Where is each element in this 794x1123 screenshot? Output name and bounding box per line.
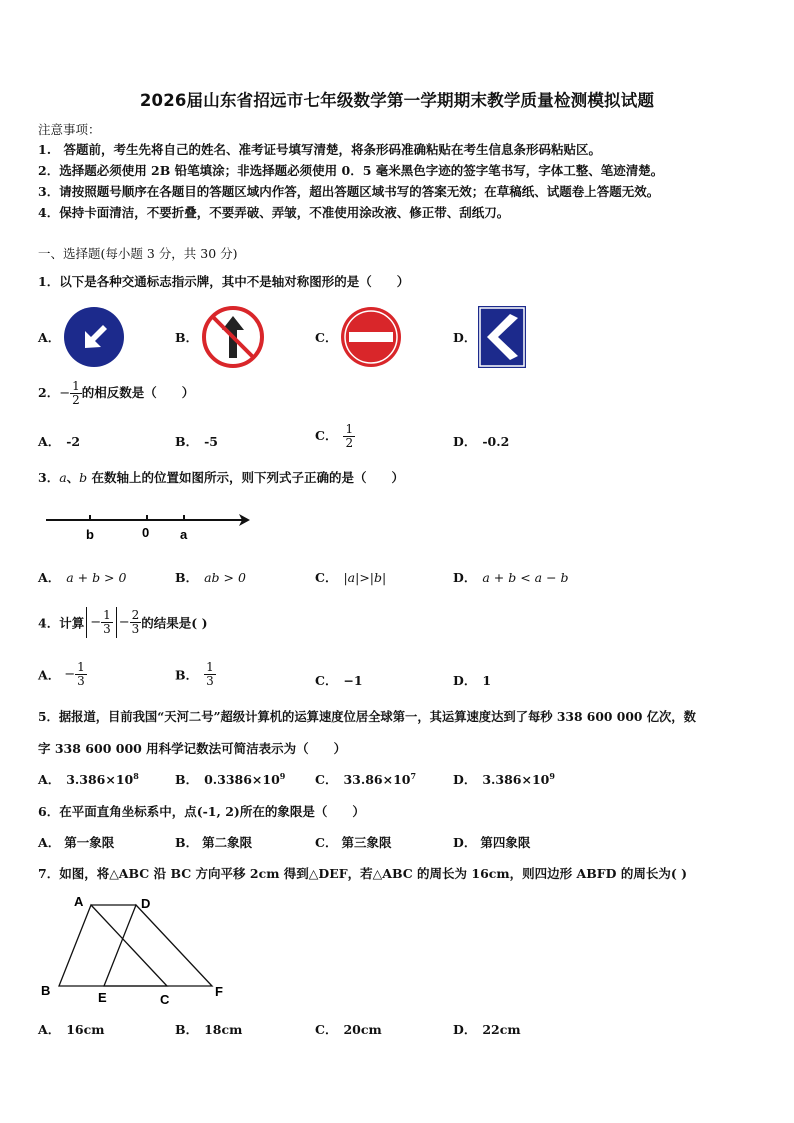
q7-stem: 7．如图，将△ABC 沿 BC 方向平移 2cm 得到△DEF，若△ABC 的周长为 16cm，则四边形 ABFD 的周长为( ) [38,866,688,881]
q3-stem: 3．a、b 在数轴上的位置如图所示，则下列式子正确的是（ ） [38,470,405,485]
q5-line-1: 5．据报道，目前我国“天河二号”超级计算机的运算速度位居全球第一，其运算速度达到了每秒 338 600 000 亿次，数 [38,709,696,724]
q2-option-a: A． -2 [38,434,81,449]
q6-option-a: A． 第一象限 [38,835,115,850]
note-3: 3．请按照题号顺序在各题目的答题区域内作答，超出答题区域书写的答案无效；在草稿纸、试题卷上答题无效。 [38,184,660,199]
q6-stem: 6．在平面直角坐标系中，点(-1, 2)所在的象限是（ ） [38,804,365,819]
q7-option-d: D． 22cm [453,1022,521,1037]
q6-option-b: B． 第二象限 [175,835,253,850]
q5-option-a: A． $3.386\times 10^8$ [38,770,139,787]
q2-option-c: C． $\frac{1}{2}$ [315,422,354,450]
translation-figure [38,890,238,1016]
point-e-label: E [98,990,107,1005]
q7-option-c: C． 20cm [315,1022,382,1037]
q1-stem: 1．以下是各种交通标志指示牌，其中不是轴对称图形的是（ ） [38,274,410,289]
q4-option-c: C． −1 [315,673,363,688]
q1-option-b-label: B． [175,330,199,345]
point-c-label: C [160,992,170,1007]
point-f-label: F [215,984,223,999]
q1-option-a-label: A． [38,330,61,345]
note-2: 2．选择题必须使用 2B 铅笔填涂；非选择题必须使用 0．5 毫米黑色字迹的签字笔书写，字体工整、笔迹清楚。 [38,163,664,178]
q6-option-c: C． 第三象限 [315,835,392,850]
q4-option-b: B． $\frac{1}{3}$ [175,660,214,688]
q2-stem: 2．− $\frac{1}{2}$ 的相反数是（ ） [38,379,195,407]
q5-option-c: C． $33.86\times 10^7$ [315,770,417,787]
page-title: 2026届山东省招远市七年级数学第一学期期末教学质量检测模拟试题 [139,91,655,110]
q4-absolute-value: − $\frac{1}{3}$ [86,607,117,638]
notes-heading: 注意事项： [38,122,101,137]
no-straight-ahead-sign-icon [202,306,264,372]
q4-option-a: A． − $\frac{1}{3}$ [38,660,85,688]
q2-option-b: B． -5 [175,434,218,449]
a-label: a [180,527,188,542]
point-b-label: B [41,983,51,998]
q5-line-2: 字 338 600 000 用科学记数法可简洁表示为（ ） [38,741,347,756]
note-1: 1. 答题前，考生先将自己的姓名、准考证号填写清楚，将条形码准确粘贴在考生信息条形码粘贴区。 [38,142,602,157]
no-entry-sign-icon [340,306,402,372]
b-label: b [86,527,94,542]
q7-option-a: A． 16cm [38,1022,105,1037]
q2-fraction: $\frac{1}{2}$ [72,379,80,407]
blue-circle-arrow-down-left-icon [63,306,125,372]
number-line-figure [42,508,262,552]
q3-option-c: C． |a|>|b| [315,570,387,585]
q1-option-c-label: C． [315,330,338,345]
q2-option-d: D． -0.2 [453,434,510,449]
q4-option-d: D． 1 [453,673,492,688]
q3-option-b: B． ab > 0 [175,570,246,585]
q7-option-b: B． 18cm [175,1022,243,1037]
blue-chevron-left-sign-icon [478,306,526,372]
q5-option-d: D． $3.386\times 10^9$ [453,770,555,787]
point-d-label: D [141,896,151,911]
q3-option-d: D． a + b < a − b [453,570,569,585]
q4-stem: 4．计算 − $\frac{1}{3}$ − $\frac{2}{3}$ 的结果是( ) [38,608,208,636]
q3-option-a: A． a + b > 0 [38,570,127,585]
zero-label: 0 [142,525,150,540]
q5-option-b: B． $0.3386\times 10^9$ [175,770,286,787]
q6-option-d: D． 第四象限 [453,835,531,850]
point-a-label: A [74,894,84,909]
q1-option-d-label: D． [453,330,477,345]
section-heading: 一、选择题(每小题 3 分，共 30 分) [38,246,238,261]
note-4: 4．保持卡面清洁，不要折叠，不要弄破、弄皱，不准使用涂改液、修正带、刮纸刀。 [38,205,510,220]
